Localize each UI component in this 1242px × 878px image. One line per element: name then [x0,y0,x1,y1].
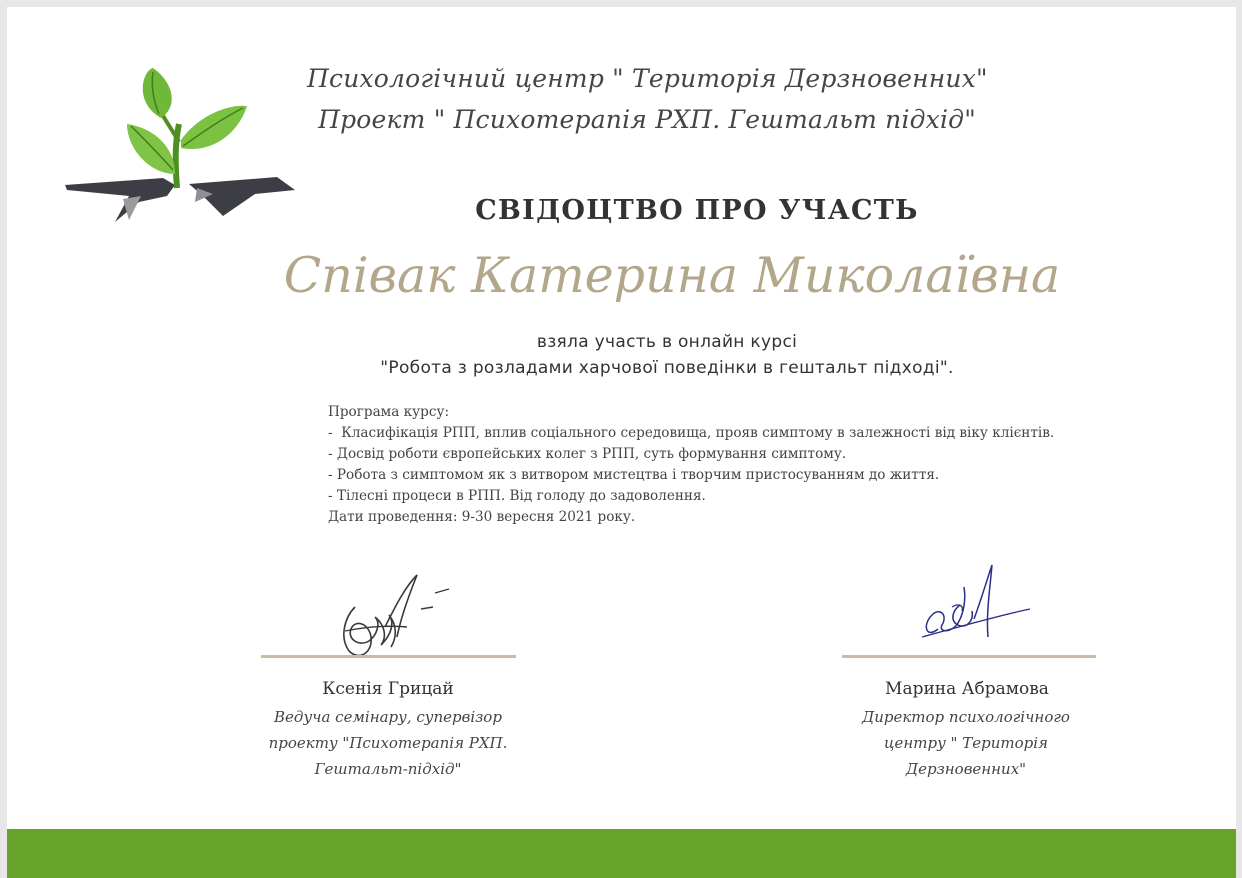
program-item: - Тілесні процеси в РПП. Від голоду до задоволення. [328,488,706,504]
right-signature-line [842,655,1096,658]
program-heading: Програма курсу: [328,404,450,420]
left-signature-line [261,655,516,658]
participation-statement [337,329,997,381]
footer-band [7,829,1236,878]
left-signer-role [243,704,533,782]
course-title: "Робота з розладами харчової поведінки в гештальт підході". [380,358,954,378]
right-signature [912,559,1042,651]
program-item: - Робота з симптомом як з витвором мистецтва і творчим пристосуванням до життя. [328,467,940,483]
course-program [328,402,1068,528]
left-signer-name: Ксенія Грицай [322,679,454,699]
program-item: - Класифікація РПП, вплив соціального середовища, прояв симптому в залежності від віку клієнтів. [328,425,1055,441]
program-item: - Досвід роботи європейських колег з РПП, суть формування симптому. [328,446,847,462]
certificate-title: СВІДОЦТВО ПРО УЧАСТЬ [475,195,919,226]
role-line: Гештальт-підхід" [314,760,462,778]
right-signer-role [821,704,1111,782]
participant-name: Співак Катерина Миколаївна [283,247,1061,304]
role-line: центру " Територія [884,734,1048,752]
project-name: Проект " Психотерапія РХП. Гештальт підхід" [318,105,976,134]
role-line: Ведуча семінару, супервізор [274,708,502,726]
role-line: проекту "Психотерапія РХП. [268,734,508,752]
role-line: Директор психологічного [862,708,1070,726]
role-line: Дерзновенних" [905,760,1027,778]
right-signer-name: Марина Абрамова [885,679,1049,699]
statement-line: взяла участь в онлайн курсі [536,332,798,352]
left-signature [325,567,465,667]
certificate-page [7,7,1236,878]
organization-name: Психологічний центр " Територія Дерзновенних" [307,64,988,93]
program-dates: Дати проведення: 9-30 вересня 2021 року. [328,509,636,525]
sprout-logo-icon [63,62,299,227]
